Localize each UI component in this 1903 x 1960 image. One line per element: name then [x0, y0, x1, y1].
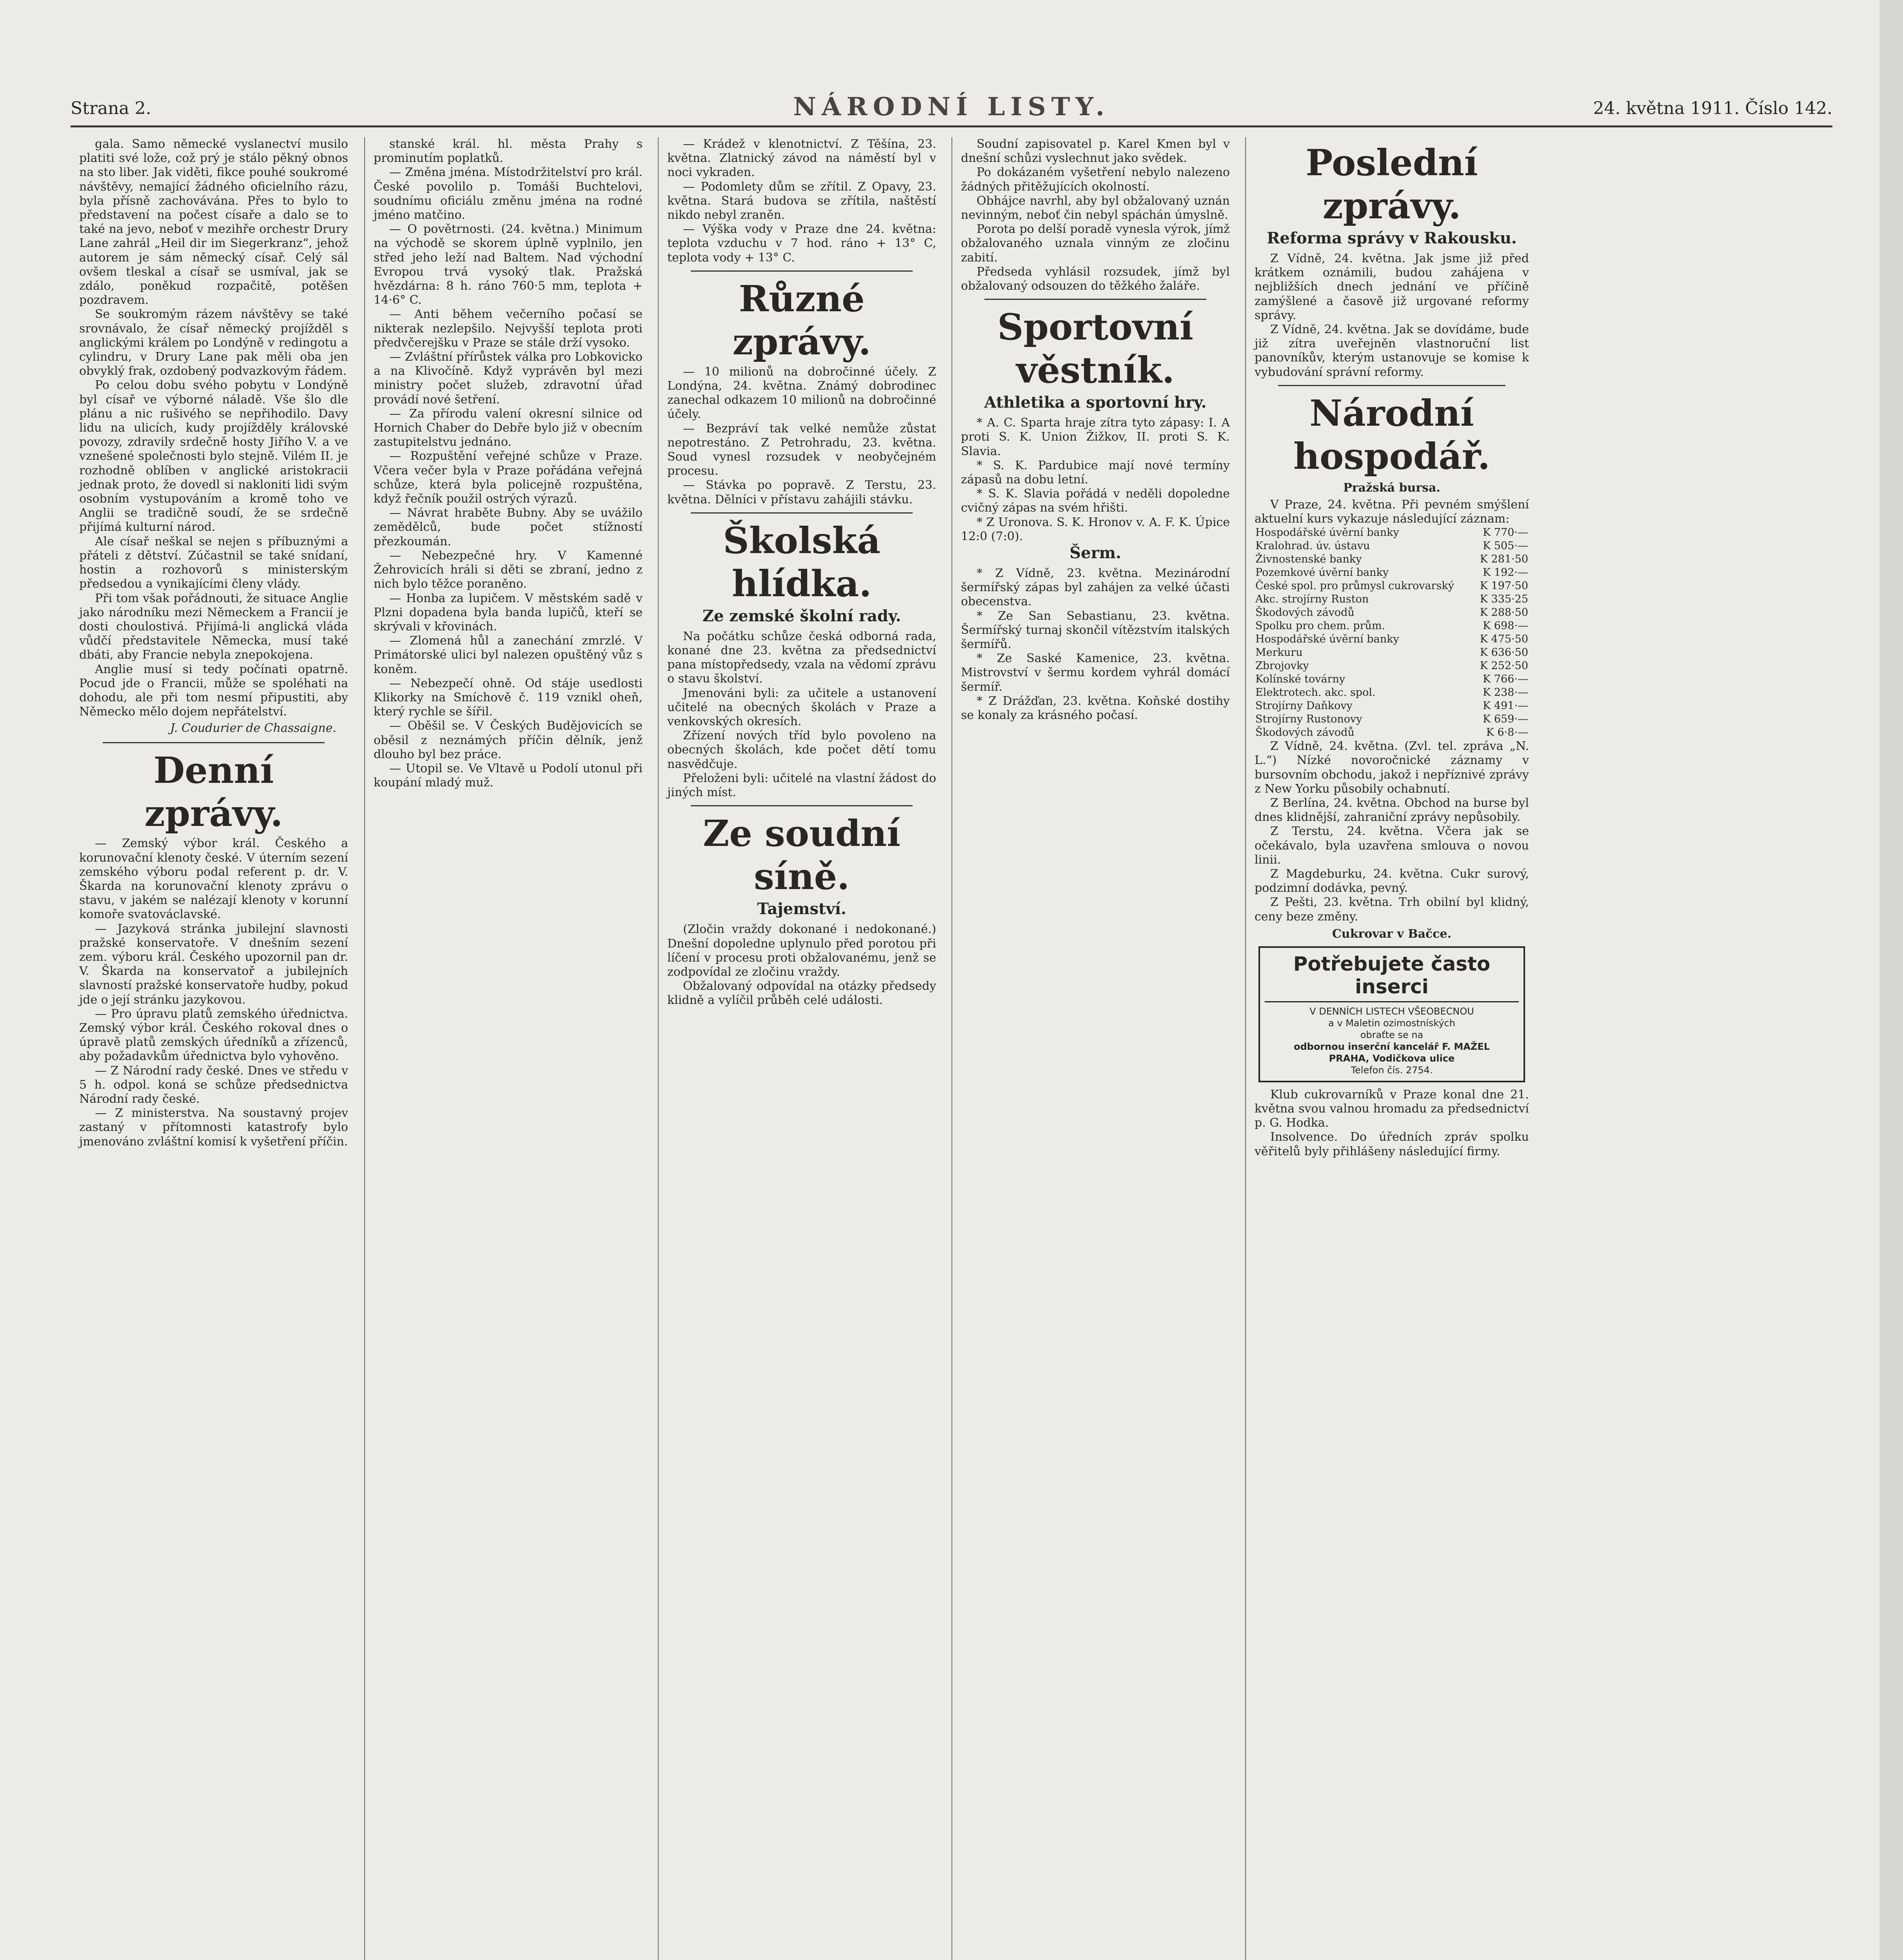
news-item: — Utopil se. Ve Vltavě u Podolí utonul při koupání mladý muž.: [374, 761, 643, 790]
section-subtitle: Tajemství.: [757, 900, 846, 918]
news-item: Po dokázaném vyšetření nebylo nalezeno žádných přitěžujících okolností.: [961, 165, 1230, 194]
news-item: Z Magdeburku, 24. května. Cukr surový, podzimní dodávka, pevný.: [1255, 867, 1529, 895]
bourse-row: [1255, 673, 1529, 686]
page-number: Strana 2.: [71, 98, 151, 118]
section-subtitle: Athletika a sportovní hry.: [984, 393, 1207, 412]
section-title: Sportovní věstník.: [997, 306, 1193, 392]
news-item: — Bezpráví tak velké nemůže zůstat nepotrestáno. Z Petrohradu, 23. května. Soud vynesl rozsudek v neobyčejném procesu.: [667, 421, 936, 478]
news-item: — Anti během večerního počasí se nikterak nezlepšilo. Nejvyšší teplota proti předvčerejšku v Praze se stále drží vysoko.: [374, 307, 643, 350]
bourse-price: K 698·—: [1483, 620, 1528, 632]
advertisement-box: [1258, 946, 1525, 1082]
section-subtitle: Cukrovar v Bačce.: [1332, 927, 1452, 941]
bourse-security-name: Pozemkové úvěrní banky: [1255, 566, 1389, 579]
news-item: Předseda vyhlásil rozsudek, jímž byl obžalovaný odsouzen do těžkého žaláře.: [961, 265, 1230, 293]
news-item: — Zlomená hůl a zanechání zmrzlé. V Primátorské ulici byl nalezen opuštěný vůz s koněm.: [374, 634, 643, 676]
bourse-row: [1255, 553, 1529, 566]
lead-article: [79, 137, 348, 735]
news-item: — Zemský výbor král. Českého a korunovační klenoty české. V úterním sezení zemského výboru podal referent p. dr. V. Škarda na korunovační klenoty zprávu o stavu, v jakém se nalézají klenoty v korunní komoře svatováclavské.: [79, 837, 348, 922]
news-item: V Praze, 24. května. Při pevném smýšlení aktuelní kurs vykazuje následující záznam:: [1255, 497, 1529, 526]
bourse-row: [1255, 619, 1529, 633]
news-item: Soudní zapisovatel p. Karel Kmen byl v dnešní schůzi vyslechnut jako svědek.: [961, 137, 1230, 165]
paragraph: Ale císař neškal se nejen s příbuznými a přáteli z dětství. Zúčastnil se také snídaní, hostin a rozhovorů s ministerským předsedou a vynikajícími členy vlády.: [79, 534, 348, 591]
bourse-security-name: Elektrotech. akc. spol.: [1255, 686, 1376, 699]
news-item: * Z Uronova. S. K. Hronov v. A. F. K. Úpice 12:0 (7:0).: [961, 515, 1230, 543]
news-item: — Z ministerstva. Na soustavný projev zastaný v přítomnosti katastrofy bylo jmenováno zvláštní komisí k vyšetření příčin.: [79, 1106, 348, 1149]
paragraph: Anglie musí si tedy počínati opatrně. Pocud jde o Francii, může se spoléhati na dohodu, ale při tom nesmí připustiti, aby Německo mělo dojem nepřátelství.: [79, 662, 348, 719]
section-subtitle: Šerm.: [1070, 544, 1121, 563]
bourse-row: [1255, 633, 1529, 646]
divider: [691, 805, 913, 806]
news-item: Z Pešti, 23. května. Trh obilní byl klidný, ceny beze změny.: [1255, 895, 1529, 924]
bourse-row: [1255, 659, 1529, 673]
bourse-security-name: Škodových závodů: [1255, 726, 1355, 739]
news-item: — Stávka po popravě. Z Terstu, 23. května. Dělníci v přístavu zahájili stávku.: [667, 478, 936, 506]
column-4: [952, 137, 1238, 1960]
bourse-price: K 238·—: [1483, 686, 1528, 699]
news-item: * Ze San Sebastianu, 23. května. Šermířský turnaj skončil vítězstvím italských šermířů.: [961, 609, 1230, 652]
page-edge: [1879, 0, 1903, 1960]
news-item: Na počátku schůze česká odborná rada, konané dne 23. května za předsednictví pana místopředsedy, vzala na vědomí zprávu o stavu školství.: [667, 629, 936, 686]
bourse-security-name: Zbrojovky: [1255, 660, 1309, 672]
bourse-row: [1255, 646, 1529, 659]
ad-title: Potřebujete často inserci: [1265, 953, 1519, 1002]
column-5: [1245, 137, 1833, 1960]
news-item: stanské král. hl. města Prahy s prominutím poplatků.: [374, 137, 643, 165]
section-subtitle: Ze zemské školní rady.: [702, 606, 901, 625]
bourse-security-name: Škodových závodů: [1255, 606, 1355, 619]
bourse-row: [1255, 579, 1529, 593]
divider: [1278, 385, 1505, 386]
news-item: (Zločin vraždy dokonané i nedokonané.) Dnešní dopoledne uplynulo před porotou při líčení v procesu proti obžalovanému, jenž se zodpovídal ze zločinu vraždy.: [667, 922, 936, 979]
section-title: Poslední zprávy.: [1306, 142, 1478, 227]
bourse-price: K 636·50: [1480, 646, 1528, 659]
news-item: — Změna jména. Místodržitelství pro král. České povolilo p. Tomáši Buchtelovi, soudnímu oficiálu změnu jména na rodné jméno matčino.: [374, 165, 643, 222]
bourse-price: K 766·—: [1483, 673, 1528, 686]
news-item: — Jazyková stránka jubilejní slavnosti pražské konservatoře. V dnešním sezení zem. výboru král. Českého upozornil pan dr. V. Škarda na konservatoř a jubilejních slavností pražské konservatoře hudby, pokud jde o její stránku jazykovou.: [79, 922, 348, 1007]
column-2: [364, 137, 651, 1960]
bourse-security-name: České spol. pro průmysl cukrovarský: [1255, 580, 1454, 592]
news-item: Klub cukrovarníků v Praze konal dne 21. května svou valnou hromadu za předsednictví p. G. Hodka.: [1255, 1087, 1529, 1130]
bourse-security-name: Akc. strojírny Ruston: [1255, 593, 1369, 606]
issue-date: 24. května 1911. Číslo 142.: [1593, 98, 1832, 118]
bourse-price: K 252·50: [1480, 660, 1528, 672]
news-item: * S. K. Pardubice mají nové termíny zápasů na dobu letní.: [961, 458, 1230, 487]
bourse-price: K 505·—: [1483, 540, 1528, 552]
news-item: Zřízení nových tříd bylo povoleno na obecných školách, kde počet dětí tomu nasvědčuje.: [667, 729, 936, 771]
bourse-row: [1255, 539, 1529, 553]
news-item: — O povětrnosti. (24. května.) Minimum na východě se skorem úplně vyplnilo, jen střed jeho leží nad Baltem. Nad východní Evropou trvá vysoký tlak. Pražská hvězdárna: 8 h. ráno 760·5 mm, teplota + 14·6° C.: [374, 222, 643, 307]
news-item: Obžalovaný odpovídal na otázky předsedy klidně a vylíčil průběh celé události.: [667, 979, 936, 1007]
bourse-row: [1255, 606, 1529, 619]
bourse-price: K 288·50: [1480, 606, 1528, 619]
bourse-security-name: Živnostenské banky: [1255, 553, 1362, 566]
ad-line: Telefon čís. 2754.: [1351, 1064, 1433, 1076]
bourse-security-name: Spolku pro chem. prům.: [1255, 620, 1385, 632]
newspaper-masthead: NÁRODNÍ LISTY.: [793, 92, 1110, 122]
section-title: Denní zprávy.: [144, 749, 283, 835]
news-item: — Nebezpečí ohně. Od stáje usedlosti Klikorky na Smíchově č. 119 vznikl oheň, který rychle se šířil.: [374, 676, 643, 719]
news-item: — Nebezpečné hry. V Kamenné Žehrovicích hráli si děti se zbraní, jedno z nich bylo těžce poraněno.: [374, 548, 643, 591]
bourse-row: [1255, 526, 1529, 539]
bourse-row: [1255, 699, 1529, 713]
bourse-security-name: Merkuru: [1255, 646, 1303, 659]
bourse-price: K 192·—: [1483, 566, 1528, 579]
bourse-price: K 197·50: [1480, 580, 1528, 592]
news-item: Přeloženi byli: učitelé na vlastní žádost do jiných míst.: [667, 771, 936, 800]
news-item: — Zvláštní přírůstek válka pro Lobkovicko a na Klivočíně. Když vyprávěn byl mezi ministry počet služeb, zdravotní úřad provádí nové šetření.: [374, 350, 643, 407]
bourse-security-name: Kralohrad. úv. ústavu: [1255, 540, 1370, 552]
news-item: — Návrat hraběte Bubny. Aby se uvážilo zemědělců, bude počet stížností přezkoumán.: [374, 506, 643, 548]
bourse-security-name: Strojírny Daňkovy: [1255, 700, 1353, 712]
news-item: Z Vídně, 24. května. Jak se dovídáme, bude již zítra uveřejněn vlastnoruční list panovníkův, kterým ustanovuje se komise k vybudování správní reformy.: [1255, 323, 1529, 379]
ad-line: a v Maletin ozimostníských: [1328, 1017, 1455, 1029]
news-item: Jmenováni byli: za učitele a ustanovení učitelé na obecných školách v Praze a venkovských okresích.: [667, 686, 936, 729]
ad-line: obraťte se na: [1360, 1029, 1424, 1040]
bourse-price: K 6·8·—: [1486, 726, 1528, 739]
column-1: [71, 137, 357, 1960]
article-signature: J. Coudurier de Chassaigne.: [170, 721, 336, 735]
bourse-row: [1255, 713, 1529, 726]
paragraph: Po celou dobu svého pobytu v Londýně byl císař ve výborné náladě. Vše šlo dle plánu a nic rušivého se nepřihodilo. Davy lidu na ulicích, kudy projížděly královské povozy, zdravily srdečně hosty Jiřího V. a ve vznešené společnosti bylo stejně. Vilém II. je rozhodně oblíben v anglické aristokracii jednak proto, že dovedl si nakloniti lidi svým osobním vystupováním a kromě toho ve Anglii se tradičně soudí, že se srdečně přijímá kulturní národ.: [79, 378, 348, 534]
news-item: Z Terstu, 24. května. Včera jak se očekávalo, byla uzavřena smlouva o novou linii.: [1255, 824, 1529, 867]
column-3: [658, 137, 945, 1960]
divider: [984, 299, 1206, 300]
bourse-row: [1255, 686, 1529, 699]
paragraph: Při tom však pořádnouti, že situace Anglie jako národníku mezi Německem a Francií je dosti choulostivá. Přijímá-li anglická vláda vůdčí představitele Německa, musí také dbáti, aby Francie nebyla znepokojena.: [79, 591, 348, 662]
news-item: — Oběšil se. V Českých Budějovicích se oběsil z neznámých příčin dělník, jenž dlouho byl bez práce.: [374, 719, 643, 761]
section-title: Národní hospodář.: [1293, 392, 1490, 477]
divider: [691, 270, 913, 272]
ad-line: V DENNÍCH LISTECH VŠEOBECNOU: [1309, 1005, 1474, 1017]
bourse-security-name: Strojírny Rustonovy: [1255, 713, 1362, 726]
news-item: * A. C. Sparta hraje zítra tyto zápasy: I. A proti S. K. Union Žižkov, II. proti S. K. Slavia.: [961, 416, 1230, 458]
section-subtitle: Pražská bursa.: [1343, 481, 1440, 495]
ad-line: odbornou inserční kancelář F. MAŽEL: [1293, 1041, 1490, 1052]
news-item: — Za přírodu valení okresní silnice od Hornich Chaber do Debře bylo již v obecním zastupitelstvu jednáno.: [374, 407, 643, 449]
bourse-table: [1255, 526, 1529, 739]
news-item: * Ze Saské Kamenice, 23. května. Mistrovství v šermu kordem vyhrál domácí šermíř.: [961, 652, 1230, 694]
paragraph: gala. Samo německé vyslanectví musilo platiti své lože, což prý je stálo pěkný obnos na sto liber. Jak viděti, fikce pouhé soukromé návštěvy, nemající žádného oficielního rázu, byla přísně zachovávána. Přes to bylo to představení na počest císaře a dalo se to také na jevo, neboť v mezihře orchestr Drury Lane zahrál „Heil dir im Siegerkranz“, jehož autorem je sám německý císař. Celý sál ovšem tleskal a císař se usmíval, jak se zdálo, poněkud rozpačitě, potěšen pozdravem.: [79, 137, 348, 307]
news-item: * S. K. Slavia pořádá v neděli dopoledne cvičný zápas na svém hřišti.: [961, 487, 1230, 515]
ad-line: PRAHA, Vodičkova ulice: [1329, 1053, 1455, 1064]
bourse-security-name: Kolínské továrny: [1255, 673, 1346, 686]
bourse-price: K 281·50: [1480, 553, 1528, 566]
bourse-row: [1255, 566, 1529, 579]
news-item: Insolvence. Do úředních zpráv spolku věřitelů byly přihlášeny následující firmy.: [1255, 1130, 1529, 1158]
news-item: — Podomlety dům se zřítil. Z Opavy, 23. května. Stará budova se zřítila, naštěstí nikdo nebyl zraněn.: [667, 180, 936, 222]
page-header: [71, 90, 1832, 127]
news-item: Z Vídně, 24. května. (Zvl. tel. zpráva „N. L.“) Nízké novoročnické záznamy v bursovním obchodu, jakož i nepříznivé zprávy z New Yorku působily ochabnutí.: [1255, 739, 1529, 796]
news-item: * Z Drážďan, 23. května. Koňské dostihy se konaly za krásného počasí.: [961, 694, 1230, 722]
news-item: Z Berlína, 24. května. Obchod na burse byl dnes klidnější, zahraniční zprávy nepůsobily.: [1255, 796, 1529, 824]
bourse-row: [1255, 726, 1529, 739]
news-item: — Z Národní rady české. Dnes ve středu v 5 h. odpol. koná se schůze předsednictva Národní rady české.: [79, 1063, 348, 1106]
news-item: — 10 milionů na dobročinné účely. Z Londýna, 24. května. Známý dobrodinec zanechal odkazem 10 milionů na dobročinné účely.: [667, 365, 936, 421]
news-item: Porota po delší poradě vynesla výrok, jímž obžalovaného uznala vinným ze zločinu zabití.: [961, 222, 1230, 265]
columns-container: [71, 137, 1832, 1960]
bourse-security-name: Hospodářské úvěrní banky: [1255, 526, 1399, 539]
news-item: Obhájce navrhl, aby byl obžalovaný uznán nevinným, neboť čin nebyl spáchán úmyslně.: [961, 194, 1230, 222]
news-item: — Rozpuštění veřejné schůze v Praze. Včera večer byla v Praze pořádána veřejná schůze, která byla policejně rozpuštěna, když řečník použil ostrých výrazů.: [374, 449, 643, 506]
section-title: Ze soudní síně.: [703, 812, 901, 898]
bourse-price: K 335·25: [1480, 593, 1528, 606]
bourse-price: K 770·—: [1483, 526, 1528, 539]
news-item: — Pro úpravu platů zemského úřednictva. Zemský výbor král. Českého rokoval dnes o úpravě platů zemských úředníků a zřízenců, aby požadavkům úřednictva bylo vyhověno.: [79, 1007, 348, 1063]
news-item: — Výška vody v Praze dne 24. května: teplota vzduchu v 7 hod. ráno + 13° C, teplota vody + 13° C.: [667, 222, 936, 265]
bourse-price: K 475·50: [1480, 633, 1528, 646]
news-item: — Krádež v klenotnictví. Z Těšína, 23. května. Zlatnický závod na náměstí byl v noci vykraden.: [667, 137, 936, 180]
bourse-security-name: Hospodářské úvěrní banky: [1255, 633, 1399, 646]
divider: [103, 742, 325, 743]
news-item: * Z Vídně, 23. května. Mezinárodní šermířský zápas byl zahájen za velké účasti obecenstva.: [961, 566, 1230, 609]
section-subtitle: Reforma správy v Rakousku.: [1267, 229, 1517, 247]
paragraph: Se soukromým rázem návštěvy se také srovnávalo, že císař německý projížděl s anglickými králem po Londýně v redingotu a cylindru, v Drury Lane pak měli oba jen obvyklý frak, ozdobený podvazkovým řádem.: [79, 307, 348, 378]
news-item: — Honba za lupičem. V městském sadě v Plzni dopadena byla banda lupičů, kteří se skrývali v křovinách.: [374, 591, 643, 633]
bourse-price: K 491·—: [1483, 700, 1528, 712]
section-title: Školská hlídka.: [723, 519, 881, 605]
news-item: Z Vídně, 24. května. Jak jsme již před krátkem oznámili, budou zahájena v nejbližších dnech jednání ve příčině zamýšlené a časově již urgované reformy správy.: [1255, 252, 1529, 322]
bourse-price: K 659·—: [1483, 713, 1528, 726]
section-title: Různé zprávy.: [732, 277, 871, 363]
bourse-row: [1255, 593, 1529, 606]
divider: [691, 512, 913, 514]
